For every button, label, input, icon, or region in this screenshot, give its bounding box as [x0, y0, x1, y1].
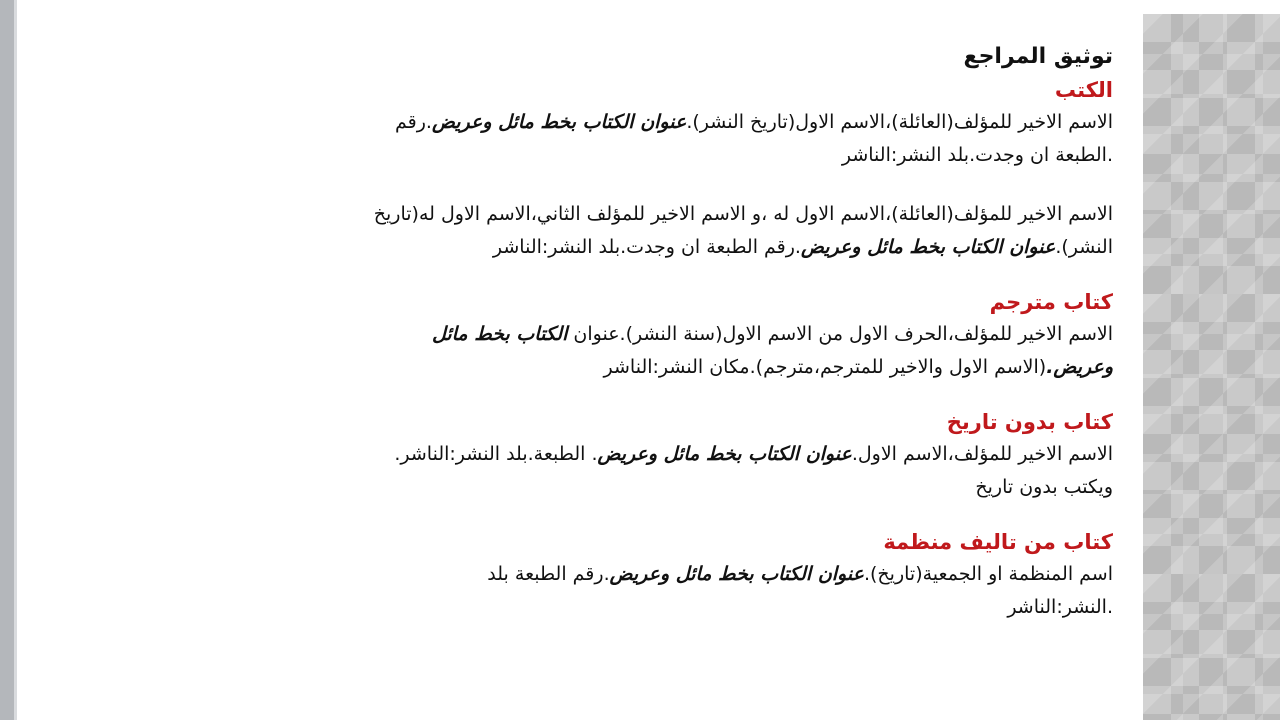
spacer: [60, 264, 1113, 286]
left-border-strip: [0, 0, 14, 720]
nodate-line-1: [60, 438, 1113, 471]
nodate-line-2: ويكتب بدون تاريخ: [975, 476, 1113, 498]
org-line-1: [60, 558, 1113, 591]
text-span: (الاسم الاول والاخير للمترجم،مترجم).مكان النشر:الناشر: [603, 356, 1047, 378]
text-span: الاسم الاخير للمؤلف،الحرف الاول من الاسم الاول(سنة النشر).عنوان: [567, 323, 1113, 345]
left-border-highlight: [14, 0, 17, 720]
books-entry-2-line-2: [60, 231, 1113, 264]
books-entry-2-line-1: الاسم الاخير للمؤلف(العائلة)،الاسم الاول له ،و الاسم الاخير للمؤلف الثاني،الاسم الاول له(تاريخ: [373, 203, 1113, 225]
italic-title-span: عنوان الكتاب بخط مائل وعريض: [609, 563, 864, 585]
org-line-2: .النشر:الناشر: [1007, 596, 1113, 618]
text-span: .رقم: [395, 111, 432, 133]
slide-content: [60, 40, 1113, 624]
italic-title-span: الكتاب بخط مائل: [431, 323, 568, 345]
diamond-pattern: [1143, 14, 1280, 720]
slide-title: توثيق المراجع: [963, 44, 1113, 69]
heading-translated-book: كتاب مترجم: [989, 290, 1113, 314]
translated-line-2: [60, 351, 1113, 384]
spacer: [60, 384, 1113, 406]
heading-book-without-date: كتاب بدون تاريخ: [946, 410, 1113, 434]
text-span: اسم المنظمة او الجمعية(تاريخ).: [863, 563, 1113, 585]
text-span: . الطبعة.بلد النشر:الناشر.: [394, 443, 598, 465]
text-span: الاسم الاخير للمؤلف،الاسم الاول.: [851, 443, 1113, 465]
spacer: [60, 504, 1113, 526]
italic-title-span: وعريض.: [1046, 356, 1113, 378]
italic-title-span: عنوان الكتاب بخط مائل وعريض: [431, 111, 687, 133]
spacer: [60, 172, 1113, 198]
books-entry-1-line-1: [60, 106, 1113, 139]
translated-line-1: [60, 318, 1113, 351]
books-entry-1-line-2: .الطبعة ان وجدت.بلد النشر:الناشر: [841, 144, 1113, 166]
italic-title-span: عنوان الكتاب بخط مائل وعريض: [800, 236, 1056, 258]
decorative-pattern-panel: [1143, 14, 1280, 720]
right-panel-top-gap: [1143, 0, 1280, 14]
heading-books: الكتب: [1054, 78, 1113, 102]
italic-title-span: عنوان الكتاب بخط مائل وعريض: [597, 443, 852, 465]
text-span: .رقم الطبعة ان وجدت.بلد النشر:الناشر: [492, 236, 801, 258]
text-span: النشر).: [1055, 236, 1113, 258]
text-span: .رقم الطبعة بلد: [487, 563, 610, 585]
heading-organization-book: كتاب من تاليف منظمة: [883, 530, 1113, 554]
text-span: الاسم الاخير للمؤلف(العائلة)،الاسم الاول(تاريخ النشر).: [686, 111, 1113, 133]
